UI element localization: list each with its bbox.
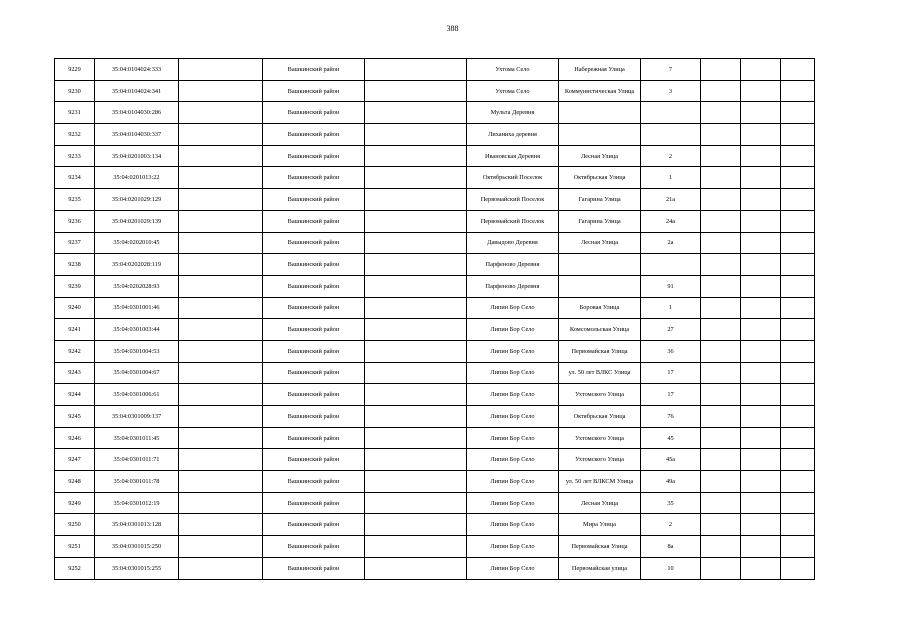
row-number-cell: 9239: [55, 275, 95, 297]
empty-cell: [741, 232, 781, 254]
empty-cell: [365, 80, 467, 102]
empty-cell: [365, 275, 467, 297]
empty-cell: [741, 59, 781, 81]
district-cell: Вашкинский район: [263, 492, 365, 514]
table-row: [55, 189, 815, 211]
street-cell: Комсомольская Улица: [559, 319, 641, 341]
house-number-cell: 35: [641, 492, 701, 514]
house-number-cell: 49а: [641, 471, 701, 493]
empty-cell: [781, 536, 815, 558]
empty-cell: [781, 492, 815, 514]
empty-cell: [781, 427, 815, 449]
empty-cell: [179, 59, 263, 81]
cadastral-number-cell: 35:04:0104024:341: [95, 80, 179, 102]
row-number-cell: 9247: [55, 449, 95, 471]
empty-cell: [365, 449, 467, 471]
house-number-cell: 27: [641, 319, 701, 341]
row-number-cell: 9242: [55, 340, 95, 362]
empty-cell: [179, 384, 263, 406]
empty-cell: [781, 297, 815, 319]
empty-cell: [365, 102, 467, 124]
empty-cell: [741, 167, 781, 189]
house-number-cell: 3: [641, 80, 701, 102]
empty-cell: [741, 210, 781, 232]
settlement-cell: Парфеново Деревня: [467, 275, 559, 297]
empty-cell: [701, 319, 741, 341]
row-number-cell: 9229: [55, 59, 95, 81]
row-number-cell: 9233: [55, 145, 95, 167]
empty-cell: [179, 167, 263, 189]
house-number-cell: 8а: [641, 536, 701, 558]
empty-cell: [179, 557, 263, 579]
empty-cell: [701, 254, 741, 276]
street-cell: Лесная Улица: [559, 232, 641, 254]
district-cell: Вашкинский район: [263, 59, 365, 81]
row-number-cell: 9250: [55, 514, 95, 536]
page-number: 388: [446, 24, 459, 33]
empty-cell: [701, 189, 741, 211]
empty-cell: [781, 514, 815, 536]
empty-cell: [365, 124, 467, 146]
district-cell: Вашкинский район: [263, 80, 365, 102]
cadastral-number-cell: 35:04:0301011:71: [95, 449, 179, 471]
empty-cell: [365, 406, 467, 428]
empty-cell: [701, 145, 741, 167]
settlement-cell: Липин Бор Село: [467, 471, 559, 493]
cadastral-number-cell: 35:04:0301015:250: [95, 536, 179, 558]
table-row: [55, 275, 815, 297]
row-number-cell: 9243: [55, 362, 95, 384]
settlement-cell: Мульта Деревня: [467, 102, 559, 124]
street-cell: ул. 50 лет ВЛКСМ Улица: [559, 471, 641, 493]
district-cell: Вашкинский район: [263, 232, 365, 254]
empty-cell: [365, 340, 467, 362]
table-row: [55, 145, 815, 167]
empty-cell: [365, 557, 467, 579]
settlement-cell: Давыдово Деревня: [467, 232, 559, 254]
settlement-cell: Липин Бор Село: [467, 340, 559, 362]
table-row: [55, 210, 815, 232]
settlement-cell: Липин Бор Село: [467, 536, 559, 558]
cadastral-number-cell: 35:04:0104030:286: [95, 102, 179, 124]
cadastral-number-cell: 35:04:0301003:44: [95, 319, 179, 341]
settlement-cell: Липин Бор Село: [467, 297, 559, 319]
row-number-cell: 9252: [55, 557, 95, 579]
empty-cell: [781, 406, 815, 428]
house-number-cell: 45а: [641, 449, 701, 471]
district-cell: Вашкинский район: [263, 275, 365, 297]
empty-cell: [179, 297, 263, 319]
empty-cell: [741, 124, 781, 146]
empty-cell: [701, 362, 741, 384]
house-number-cell: [641, 102, 701, 124]
cadastral-number-cell: 35:04:0301012:19: [95, 492, 179, 514]
street-cell: Набережная Улица: [559, 59, 641, 81]
empty-cell: [179, 232, 263, 254]
empty-cell: [365, 297, 467, 319]
cadastral-number-cell: 35:04:0201029:139: [95, 210, 179, 232]
empty-cell: [701, 449, 741, 471]
table-row: [55, 167, 815, 189]
settlement-cell: Липин Бор Село: [467, 557, 559, 579]
empty-cell: [179, 362, 263, 384]
empty-cell: [741, 406, 781, 428]
settlement-cell: Первомайский Поселок: [467, 189, 559, 211]
district-cell: Вашкинский район: [263, 124, 365, 146]
row-number-cell: 9236: [55, 210, 95, 232]
empty-cell: [179, 427, 263, 449]
table-row: [55, 232, 815, 254]
empty-cell: [741, 449, 781, 471]
district-cell: Вашкинский район: [263, 167, 365, 189]
house-number-cell: 2: [641, 145, 701, 167]
empty-cell: [781, 145, 815, 167]
empty-cell: [781, 124, 815, 146]
settlement-cell: Липин Бор Село: [467, 362, 559, 384]
empty-cell: [179, 340, 263, 362]
empty-cell: [179, 210, 263, 232]
empty-cell: [741, 471, 781, 493]
empty-cell: [179, 406, 263, 428]
empty-cell: [781, 167, 815, 189]
empty-cell: [741, 275, 781, 297]
house-number-cell: 1: [641, 167, 701, 189]
district-cell: Вашкинский район: [263, 210, 365, 232]
empty-cell: [741, 254, 781, 276]
empty-cell: [701, 340, 741, 362]
empty-cell: [741, 514, 781, 536]
row-number-cell: 9245: [55, 406, 95, 428]
district-cell: Вашкинский район: [263, 427, 365, 449]
empty-cell: [365, 384, 467, 406]
table-row: [55, 471, 815, 493]
row-number-cell: 9232: [55, 124, 95, 146]
empty-cell: [701, 536, 741, 558]
house-number-cell: 91: [641, 275, 701, 297]
empty-cell: [179, 471, 263, 493]
row-number-cell: 9246: [55, 427, 95, 449]
cadastral-number-cell: 35:04:0201003:134: [95, 145, 179, 167]
empty-cell: [365, 254, 467, 276]
cadastral-number-cell: 35:04:0301015:255: [95, 557, 179, 579]
row-number-cell: 9241: [55, 319, 95, 341]
empty-cell: [365, 59, 467, 81]
empty-cell: [701, 80, 741, 102]
street-cell: Гагарина Улица: [559, 210, 641, 232]
district-cell: Вашкинский район: [263, 514, 365, 536]
table-row: [55, 59, 815, 81]
street-cell: Ухтомского Улица: [559, 384, 641, 406]
table-row: [55, 427, 815, 449]
empty-cell: [365, 167, 467, 189]
street-cell: Первомайская Улица: [559, 340, 641, 362]
table-row: [55, 319, 815, 341]
district-cell: Вашкинский район: [263, 471, 365, 493]
house-number-cell: 7: [641, 59, 701, 81]
empty-cell: [741, 297, 781, 319]
street-cell: ул. 50 лет ВЛКС Улица: [559, 362, 641, 384]
cadastral-number-cell: 35:04:0201013:22: [95, 167, 179, 189]
empty-cell: [781, 80, 815, 102]
table-row: [55, 449, 815, 471]
district-cell: Вашкинский район: [263, 557, 365, 579]
empty-cell: [179, 124, 263, 146]
house-number-cell: 45: [641, 427, 701, 449]
street-cell: Лесная Улица: [559, 145, 641, 167]
street-cell: Ухтомского Улица: [559, 427, 641, 449]
empty-cell: [701, 514, 741, 536]
row-number-cell: 9244: [55, 384, 95, 406]
empty-cell: [365, 427, 467, 449]
cadastral-number-cell: 35:04:0202010:45: [95, 232, 179, 254]
street-cell: [559, 102, 641, 124]
street-cell: Гагарина Улица: [559, 189, 641, 211]
house-number-cell: 10: [641, 557, 701, 579]
empty-cell: [701, 59, 741, 81]
house-number-cell: 2: [641, 514, 701, 536]
empty-cell: [781, 275, 815, 297]
empty-cell: [179, 254, 263, 276]
empty-cell: [781, 254, 815, 276]
empty-cell: [179, 449, 263, 471]
street-cell: Боровая Улица: [559, 297, 641, 319]
empty-cell: [179, 102, 263, 124]
cadastral-number-cell: 35:04:0301001:46: [95, 297, 179, 319]
empty-cell: [741, 384, 781, 406]
empty-cell: [179, 145, 263, 167]
empty-cell: [741, 102, 781, 124]
row-number-cell: 9249: [55, 492, 95, 514]
house-number-cell: 17: [641, 362, 701, 384]
district-cell: Вашкинский район: [263, 189, 365, 211]
house-number-cell: 2а: [641, 232, 701, 254]
street-cell: Ухтомского Улица: [559, 449, 641, 471]
street-cell: [559, 124, 641, 146]
row-number-cell: 9230: [55, 80, 95, 102]
empty-cell: [781, 189, 815, 211]
settlement-cell: Ивановская Деревня: [467, 145, 559, 167]
cadastral-number-cell: 35:04:0104024:333: [95, 59, 179, 81]
empty-cell: [741, 80, 781, 102]
street-cell: Первомайская Улица: [559, 536, 641, 558]
row-number-cell: 9248: [55, 471, 95, 493]
empty-cell: [741, 536, 781, 558]
empty-cell: [179, 492, 263, 514]
empty-cell: [701, 492, 741, 514]
table-row: [55, 492, 815, 514]
table-row: [55, 406, 815, 428]
empty-cell: [365, 362, 467, 384]
empty-cell: [741, 362, 781, 384]
row-number-cell: 9234: [55, 167, 95, 189]
house-number-cell: 24а: [641, 210, 701, 232]
row-number-cell: 9251: [55, 536, 95, 558]
table-row: [55, 536, 815, 558]
empty-cell: [701, 210, 741, 232]
street-cell: Мира Улица: [559, 514, 641, 536]
empty-cell: [179, 275, 263, 297]
cadastral-number-cell: 35:04:0301006:61: [95, 384, 179, 406]
empty-cell: [365, 514, 467, 536]
cadastral-number-cell: 35:04:0202028:93: [95, 275, 179, 297]
settlement-cell: Липин Бор Село: [467, 514, 559, 536]
table-row: [55, 254, 815, 276]
empty-cell: [365, 471, 467, 493]
district-cell: Вашкинский район: [263, 340, 365, 362]
street-cell: Октябрьская Улица: [559, 406, 641, 428]
house-number-cell: [641, 254, 701, 276]
table-row: [55, 80, 815, 102]
empty-cell: [365, 232, 467, 254]
street-cell: Лесная Улица: [559, 492, 641, 514]
street-cell: [559, 254, 641, 276]
empty-cell: [781, 557, 815, 579]
settlement-cell: Ухтома Село: [467, 80, 559, 102]
district-cell: Вашкинский район: [263, 449, 365, 471]
empty-cell: [365, 189, 467, 211]
table-row: [55, 297, 815, 319]
district-cell: Вашкинский район: [263, 254, 365, 276]
row-number-cell: 9237: [55, 232, 95, 254]
empty-cell: [701, 471, 741, 493]
empty-cell: [365, 145, 467, 167]
cadastral-number-cell: 35:04:0301004:53: [95, 340, 179, 362]
house-number-cell: [641, 124, 701, 146]
table-row: [55, 514, 815, 536]
settlement-cell: Липин Бор Село: [467, 319, 559, 341]
empty-cell: [741, 492, 781, 514]
empty-cell: [781, 449, 815, 471]
empty-cell: [701, 102, 741, 124]
house-number-cell: 36: [641, 340, 701, 362]
house-number-cell: 1: [641, 297, 701, 319]
cadastral-number-cell: 35:04:0201029:129: [95, 189, 179, 211]
empty-cell: [179, 189, 263, 211]
cadastral-number-cell: 35:04:0104030:337: [95, 124, 179, 146]
empty-cell: [365, 492, 467, 514]
district-cell: Вашкинский район: [263, 319, 365, 341]
street-cell: [559, 275, 641, 297]
settlement-cell: Лиханиха деревня: [467, 124, 559, 146]
district-cell: Вашкинский район: [263, 102, 365, 124]
cadastral-number-cell: 35:04:0301009:137: [95, 406, 179, 428]
settlement-cell: Ухтома Село: [467, 59, 559, 81]
empty-cell: [701, 232, 741, 254]
empty-cell: [781, 362, 815, 384]
table-row: [55, 362, 815, 384]
table-row: [55, 557, 815, 579]
empty-cell: [781, 340, 815, 362]
table-body: [55, 59, 815, 580]
district-cell: Вашкинский район: [263, 145, 365, 167]
district-cell: Вашкинский район: [263, 362, 365, 384]
empty-cell: [781, 232, 815, 254]
row-number-cell: 9235: [55, 189, 95, 211]
empty-cell: [179, 319, 263, 341]
empty-cell: [365, 319, 467, 341]
street-cell: Коммунистическая Улица: [559, 80, 641, 102]
settlement-cell: Липин Бор Село: [467, 427, 559, 449]
street-cell: Октябрьская Улица: [559, 167, 641, 189]
district-cell: Вашкинский район: [263, 536, 365, 558]
street-cell: Первомайская улица: [559, 557, 641, 579]
district-cell: Вашкинский район: [263, 297, 365, 319]
table-row: [55, 340, 815, 362]
cadastral-number-cell: 35:04:0301011:45: [95, 427, 179, 449]
empty-cell: [741, 319, 781, 341]
empty-cell: [365, 210, 467, 232]
empty-cell: [781, 384, 815, 406]
settlement-cell: Липин Бор Село: [467, 384, 559, 406]
empty-cell: [741, 340, 781, 362]
empty-cell: [365, 536, 467, 558]
table-row: [55, 384, 815, 406]
cadastral-number-cell: 35:04:0301011:78: [95, 471, 179, 493]
empty-cell: [701, 384, 741, 406]
settlement-cell: Октябрьский Поселок: [467, 167, 559, 189]
settlement-cell: Липин Бор Село: [467, 492, 559, 514]
empty-cell: [701, 124, 741, 146]
empty-cell: [781, 210, 815, 232]
table-row: [55, 102, 815, 124]
empty-cell: [701, 427, 741, 449]
empty-cell: [179, 80, 263, 102]
empty-cell: [741, 189, 781, 211]
cadastral-number-cell: 35:04:0301004:67: [95, 362, 179, 384]
empty-cell: [701, 557, 741, 579]
cadastral-number-cell: 35:04:0202028:119: [95, 254, 179, 276]
district-cell: Вашкинский район: [263, 384, 365, 406]
settlement-cell: Липин Бор Село: [467, 406, 559, 428]
empty-cell: [741, 427, 781, 449]
empty-cell: [701, 406, 741, 428]
empty-cell: [781, 102, 815, 124]
empty-cell: [741, 557, 781, 579]
empty-cell: [781, 319, 815, 341]
house-number-cell: 76: [641, 406, 701, 428]
row-number-cell: 9240: [55, 297, 95, 319]
empty-cell: [701, 297, 741, 319]
empty-cell: [781, 59, 815, 81]
settlement-cell: Первомайский Поселок: [467, 210, 559, 232]
district-cell: Вашкинский район: [263, 406, 365, 428]
cadastral-number-cell: 35:04:0301013:128: [95, 514, 179, 536]
settlement-cell: Парфеново Деревня: [467, 254, 559, 276]
empty-cell: [741, 145, 781, 167]
house-number-cell: 17: [641, 384, 701, 406]
settlement-cell: Липин Бор Село: [467, 449, 559, 471]
empty-cell: [701, 275, 741, 297]
house-number-cell: 21а: [641, 189, 701, 211]
empty-cell: [781, 471, 815, 493]
row-number-cell: 9231: [55, 102, 95, 124]
row-number-cell: 9238: [55, 254, 95, 276]
empty-cell: [701, 167, 741, 189]
empty-cell: [179, 536, 263, 558]
property-register-table: [54, 58, 815, 580]
empty-cell: [179, 514, 263, 536]
table-row: [55, 124, 815, 146]
